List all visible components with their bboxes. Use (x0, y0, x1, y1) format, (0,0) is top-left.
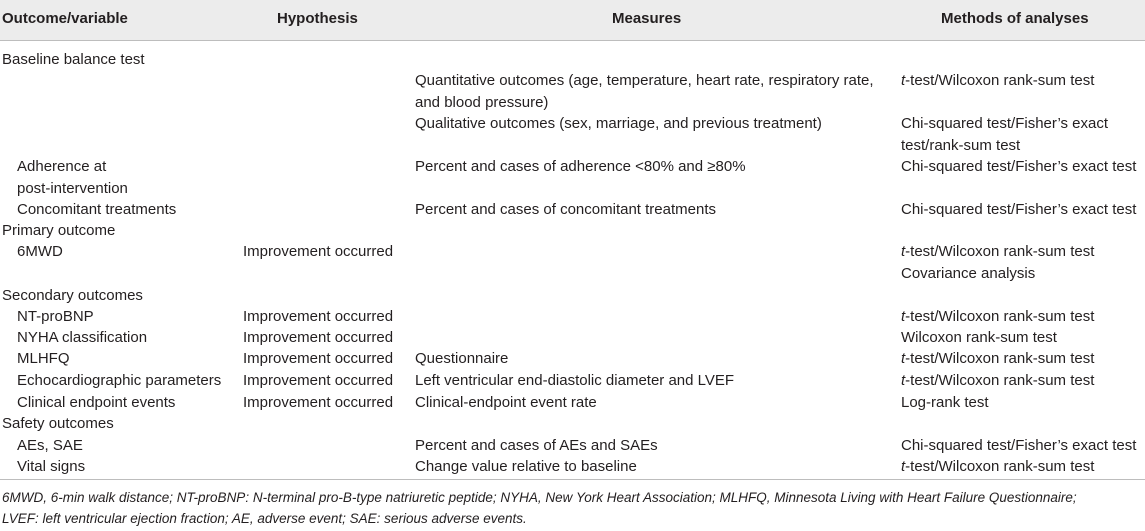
methods-cell (901, 70, 1094, 91)
outcome-cell: NT-proBNP (17, 308, 94, 325)
methods-cell (901, 435, 1136, 456)
italic-t: t (901, 458, 906, 475)
header-measures: Measures (612, 10, 682, 27)
measures-cell: Percent and cases of concomitant treatments (415, 201, 716, 218)
section-heading: Safety outcomes (2, 415, 114, 432)
outcome-cell: MLHFQ (17, 350, 70, 367)
outcome-cell: Adherence at (17, 158, 107, 175)
measures-cell: Percent and cases of AEs and SAEs (415, 437, 658, 454)
measures-cell: and blood pressure) (415, 93, 549, 111)
section-heading: Secondary outcomes (2, 287, 143, 304)
outcome-cell: Vital signs (17, 458, 86, 475)
italic-t: t (901, 72, 906, 89)
methods-text: Wilcoxon rank-sum test (901, 329, 1057, 346)
header-methods: Methods of analyses (941, 10, 1089, 27)
section-heading: Primary outcome (2, 222, 116, 239)
italic-t: t (901, 372, 906, 389)
methods-cell (901, 135, 1020, 156)
italic-t: t (901, 243, 906, 260)
methods-text: -test/Wilcoxon rank-sum test (905, 350, 1095, 367)
outcome-cell: NYHA classification (17, 329, 148, 346)
methods-cell (901, 392, 989, 413)
methods-text: test/rank-sum test (901, 136, 1021, 154)
hypothesis-cell: Improvement occurred (243, 308, 394, 325)
footnote-line: 6MWD, 6-min walk distance; NT-proBNP: N-terminal pro-B-type natriuretic peptide; NYHA, New York Heart Association; MLHFQ, Minnesota Living with Heart Failure Questionnaire; (2, 490, 1077, 505)
footnote-line: LVEF: left ventricular ejection fraction; AE, adverse event; SAE: serious adverse events. (2, 511, 527, 526)
measures-cell: Clinical-endpoint event rate (415, 394, 597, 411)
outcome-cell: 6MWD (17, 243, 63, 260)
outcome-cell: Echocardiographic parameters (17, 372, 222, 389)
methods-cell (901, 199, 1136, 220)
hypothesis-cell: Improvement occurred (243, 372, 394, 389)
table-header (0, 0, 1145, 41)
methods-cell (901, 456, 1094, 477)
outcome-cell: Clinical endpoint events (17, 394, 176, 411)
methods-text: Covariance analysis (901, 264, 1036, 282)
hypothesis-cell: Improvement occurred (243, 394, 394, 411)
hypothesis-cell: Improvement occurred (243, 243, 394, 260)
measures-cell: Questionnaire (415, 350, 509, 367)
header-hypothesis: Hypothesis (277, 10, 358, 27)
measures-cell: Qualitative outcomes (sex, marriage, and previous treatment) (415, 115, 822, 132)
outcome-cell: AEs, SAE (17, 437, 83, 454)
outcome-cell: post-intervention (17, 179, 128, 197)
hypothesis-cell: Improvement occurred (243, 350, 394, 367)
italic-t: t (901, 308, 906, 325)
methods-text: Log-rank test (901, 394, 989, 411)
methods-cell (901, 306, 1094, 327)
methods-text: Chi-squared test/Fisher’s exact test (901, 158, 1137, 175)
measures-cell: Change value relative to baseline (415, 458, 637, 475)
methods-text: -test/Wilcoxon rank-sum test (905, 72, 1095, 89)
methods-cell (901, 327, 1057, 348)
methods-cell (901, 241, 1094, 262)
measures-cell: Quantitative outcomes (age, temperature, heart rate, respiratory rate, (415, 72, 874, 89)
methods-text: -test/Wilcoxon rank-sum test (905, 243, 1095, 260)
methods-cell (901, 370, 1094, 391)
header-outcome: Outcome/variable (2, 10, 128, 27)
methods-cell (901, 348, 1094, 369)
methods-text: Chi-squared test/Fisher’s exact test (901, 437, 1137, 454)
methods-text: -test/Wilcoxon rank-sum test (905, 372, 1095, 389)
bottom-rule (0, 479, 1145, 480)
measures-cell: Percent and cases of adherence <80% and ≥80% (415, 158, 746, 175)
methods-text: Chi-squared test/Fisher’s exact (901, 115, 1109, 132)
methods-text: -test/Wilcoxon rank-sum test (905, 458, 1095, 475)
methods-cell (901, 113, 1108, 134)
italic-t: t (901, 350, 906, 367)
methods-cell (901, 263, 1035, 284)
section-heading: Baseline balance test (2, 51, 145, 68)
methods-text: Chi-squared test/Fisher’s exact test (901, 201, 1137, 218)
methods-text: -test/Wilcoxon rank-sum test (905, 308, 1095, 325)
outcome-cell: Concomitant treatments (17, 201, 177, 218)
measures-cell: Left ventricular end-diastolic diameter and LVEF (415, 372, 735, 389)
table-footnote (2, 487, 1142, 529)
hypothesis-cell: Improvement occurred (243, 329, 394, 346)
methods-cell (901, 156, 1136, 177)
